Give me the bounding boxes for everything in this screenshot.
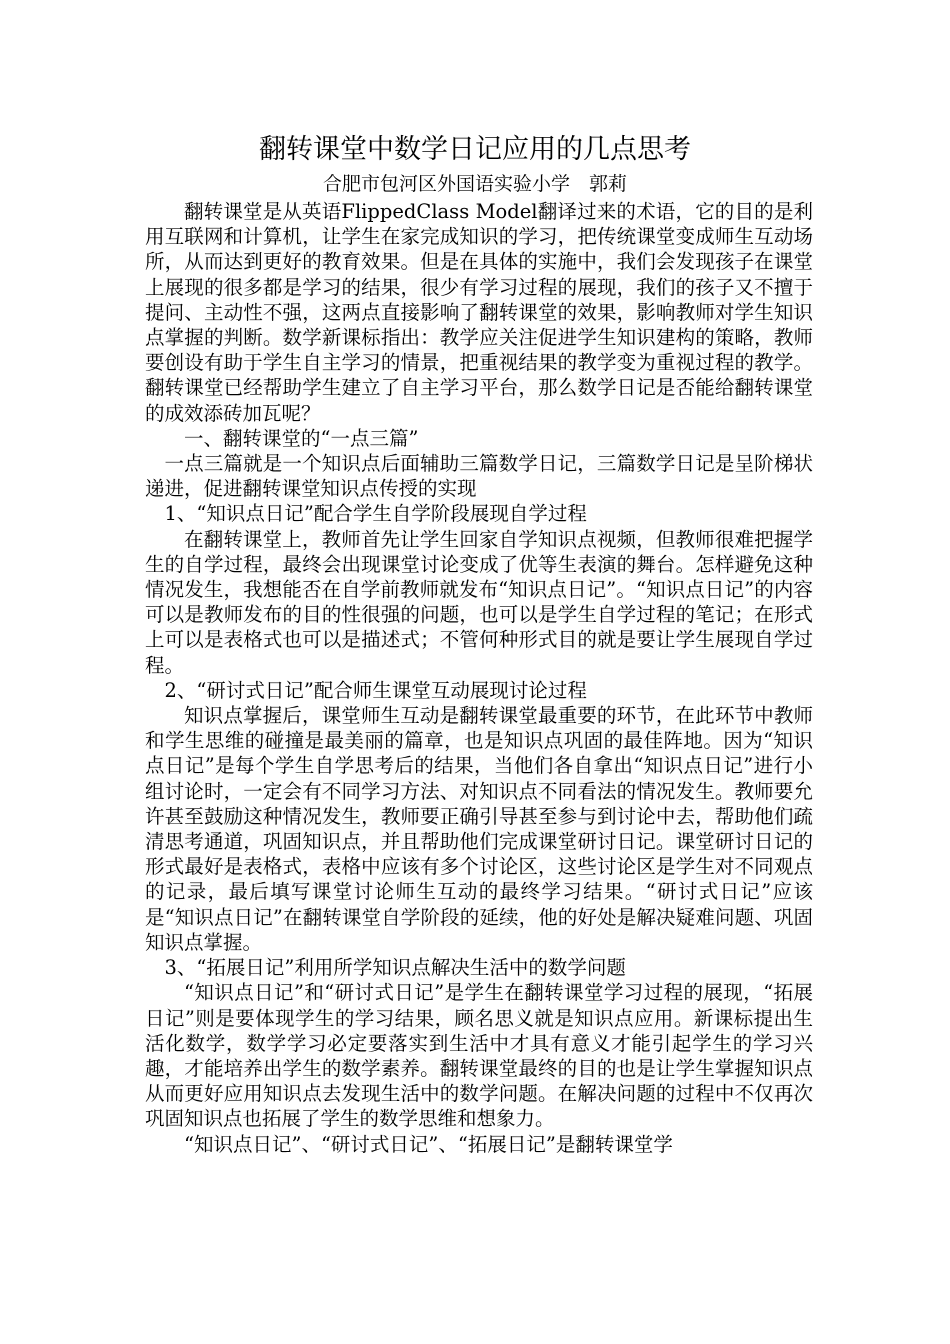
- subheading-2: 2、“研讨式日记”配合师生课堂互动展现讨论过程: [164, 678, 587, 702]
- paragraph-extension-diary: “知识点日记”和“研讨式日记”是学生在翻转课堂学习过程的展现，“拓展日记”则是要体现学生的学习结果，顾名思义就是知识点应用。新课标提出生活化数学，数学学习必定要落实到生活中才具有意义才能引起学生的学习兴趣，才能培养出学生的数学素养。翻转课堂最终的目的也是让学生掌握知识点从而更好应用知识点去发现生活中的数学问题。在解决问题的过程中不仅再次巩固知识点也拓展了学生的数学思维和想象力。: [145, 981, 813, 1131]
- subheading-3: 3、“拓展日记”利用所学知识点解决生活中的数学问题: [164, 956, 626, 980]
- paragraph-discussion-diary: 知识点掌握后，课堂师生互动是翻转课堂最重要的环节，在此环节中教师和学生思维的碰撞是最美丽的篇章，也是知识点巩固的最佳阵地。因为“知识点日记”是每个学生自学思考后的结果，当他们各自拿出“知识点日记”进行小组讨论时，一定会有不同学习方法、对知识点不同看法的情况发生。教师要允许甚至鼓励这种情况发生，教师要正确引导甚至参与到讨论中去，帮助他们疏清思考通道，巩固知识点，并且帮助他们完成课堂研讨日记。课堂研讨日记的形式最好是表格式，表格中应该有多个讨论区，这些讨论区是学生对不同观点的记录，最后填写课堂讨论师生互动的最终学习结果。“研讨式日记”应该是“知识点日记”在翻转课堂自学阶段的延续，他的好处是解决疑难问题、巩固知识点掌握。: [145, 704, 813, 954]
- paragraph-knowledge-diary: 在翻转课堂上，教师首先让学生回家自学知识点视频，但教师很难把握学生的自学过程，最终会出现课堂讨论变成了优等生表演的舞台。怎样避免这种情况发生，我想能否在自学前教师就发布“知识点日记”。“知识点日记”的内容可以是教师发布的目的性很强的问题，也可以是学生自学过程的笔记；在形式上可以是表格式也可以是描述式；不管何种形式目的就是要让学生展现自学过程。: [145, 527, 813, 677]
- author-line: 合肥市包河区外国语实验小学 郭莉: [322, 173, 627, 195]
- page-title: 翻转课堂中数学日记应用的几点思考: [259, 134, 691, 165]
- paragraph-intro: 翻转课堂是从英语FlippedClass Model翻译过来的术语，它的目的是利用互联网和计算机，让学生在家完成知识的学习，把传统课堂变成师生互动场所，从而达到更好的教育效果。但是在具体的实施中，我们会发现孩子在课堂上展现的很多都是学习的结果，很少有学习过程的展现，我们的孩子又不擅于提问、主动性不强，这两点直接影响了翻转课堂的效果，影响教师对学生知识点掌握的判断。数学新课标指出：教学应关注促进学生知识建构的策略，教师要创设有助于学生自主学习的情景，把重视结果的教学变为重视过程的教学。翻转课堂已经帮助学生建立了自主学习平台，那么数学日记是否能给翻转课堂的成效添砖加瓦呢？: [145, 200, 813, 425]
- paragraph-section-1: 一点三篇就是一个知识点后面辅助三篇数学日记，三篇数学日记是呈阶梯状递进，促进翻转课堂知识点传授的实现: [145, 452, 813, 501]
- subheading-1: 1、“知识点日记”配合学生自学阶段展现自学过程: [164, 502, 587, 526]
- document-body: [145, 199, 813, 1157]
- paragraph-summary: “知识点日记”、“研讨式日记”、“拓展日记”是翻转课堂学: [184, 1132, 673, 1156]
- section-heading-1: 一、翻转课堂的“一点三篇”: [184, 426, 419, 450]
